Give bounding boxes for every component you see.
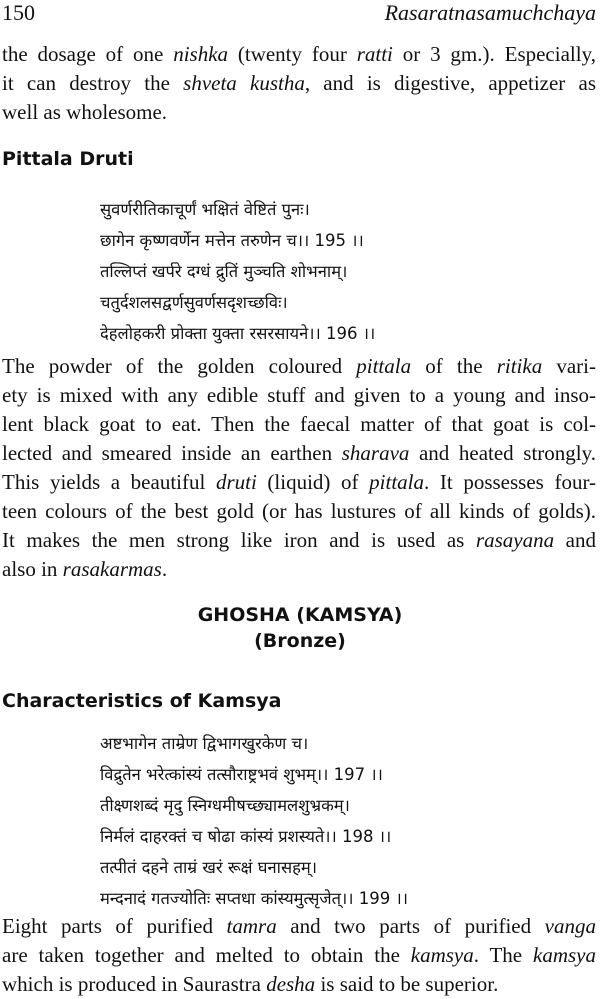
text-line: It makes the men strong like iron and is used as rasayana and [2,528,596,552]
intro-paragraph [2,40,596,127]
italic-term: rasayana [475,528,555,552]
text-line: also in rasakarmas. [2,557,168,581]
text-line: the dosage of one nishka (twenty four ratti or 3 gm.). Especially, [2,42,596,66]
italic-term: kamsya [410,943,474,967]
text-line: well as wholesome. [2,100,168,124]
italic-term: tamra [226,914,277,938]
text-line: teen colours of the best gold (or has lustures of all kinds of golds). [2,499,596,523]
section-heading-pittala-druti: Pittala Druti [2,148,134,170]
text-line: it can destroy the shveta kustha, and is digestive, appetizer as [2,71,596,95]
italic-term: kamsya [533,943,596,967]
kamsya-paragraph [2,912,596,999]
text-line: lected and smeared inside an earthen sharava and heated strongly. [2,441,596,465]
verse-line: अष्टभागेन ताम्रेण द्विभागखुरकेण च। [100,734,309,753]
text-line: This yields a beautiful druti (liquid) of pittala. It possesses four- [2,470,597,494]
text-line: which is produced in Saurastra desha is said to be superior. [2,972,499,996]
italic-term: nishka [173,42,229,66]
verse-line: सुवर्णरीतिकाचूर्णं भक्षितं वेष्टितं पुनः। [100,200,310,219]
text-line: Eight parts of purified tamra and two parts of purified vanga [2,914,596,938]
verse-line: देहलोहकरी प्रोक्ता युक्ता रसरसायने।। 196 ।। [100,324,376,343]
italic-term: rasakarmas [62,557,162,581]
running-title: Rasaratnasamuchchaya [384,0,596,25]
section-heading-kamsya: Characteristics of Kamsya [2,690,282,712]
verse-block-pittala [100,194,375,349]
text-line: The powder of the golden coloured pittala of the ritika vari- [2,354,596,378]
italic-term: sharava [341,441,410,465]
verse-line: छागेन कृष्णवर्णेन मत्तेन तरुणेन च।। 195 ।। [100,231,364,250]
pittala-paragraph [2,352,596,584]
italic-term: ritika [496,354,543,378]
italic-term: pittala [369,470,424,494]
verse-line: चतुर्दशलसद्वर्णसुवर्णसदृशच्छविः। [100,293,288,312]
italic-term: ratti [356,42,393,66]
verse-line: मन्दनादं गतज्योतिः सप्तधा कांस्यमुत्सृजेत्।। 199 ।। [100,889,409,908]
verse-line: तीक्ष्णशब्दं मृदु स्निग्धमीषच्छ्यामलशुभ्रकम्। [100,796,350,815]
verse-line: निर्मलं दाहरक्तं च षोढा कांस्यं प्रशस्यते।। 198 ।। [100,827,392,846]
italic-term: vanga [544,914,596,938]
verse-block-kamsya [100,728,408,914]
italic-term: pittala [356,354,412,378]
italic-term: shveta kustha [183,71,305,95]
verse-line: तत्पीतं दहने ताम्रं खरं रूक्षं घनासहम्। [100,858,317,877]
italic-term: druti [215,470,257,494]
verse-line: विद्रुतेन भरेत्कांस्यं तत्सौराष्ट्रभवं शुभम्।। 197 ।। [100,765,383,784]
page-number: 150 [2,0,35,25]
text-line: lent black goat to eat. Then the faecal matter of that goat is col- [2,412,596,436]
text-line: ety is mixed with any edible stuff and given to a young and inso- [2,383,596,407]
text-line: are taken together and melted to obtain the kamsya. The kamsya [2,943,596,967]
section-subtitle-bronze: (Bronze) [254,630,346,652]
section-title-ghosha: GHOSHA (KAMSYA) [197,604,403,626]
verse-line: तल्लिप्तं खर्परे दग्धं द्रुतिं मुञ्चति शोभनाम्। [100,262,348,281]
italic-term: desha [266,972,316,996]
